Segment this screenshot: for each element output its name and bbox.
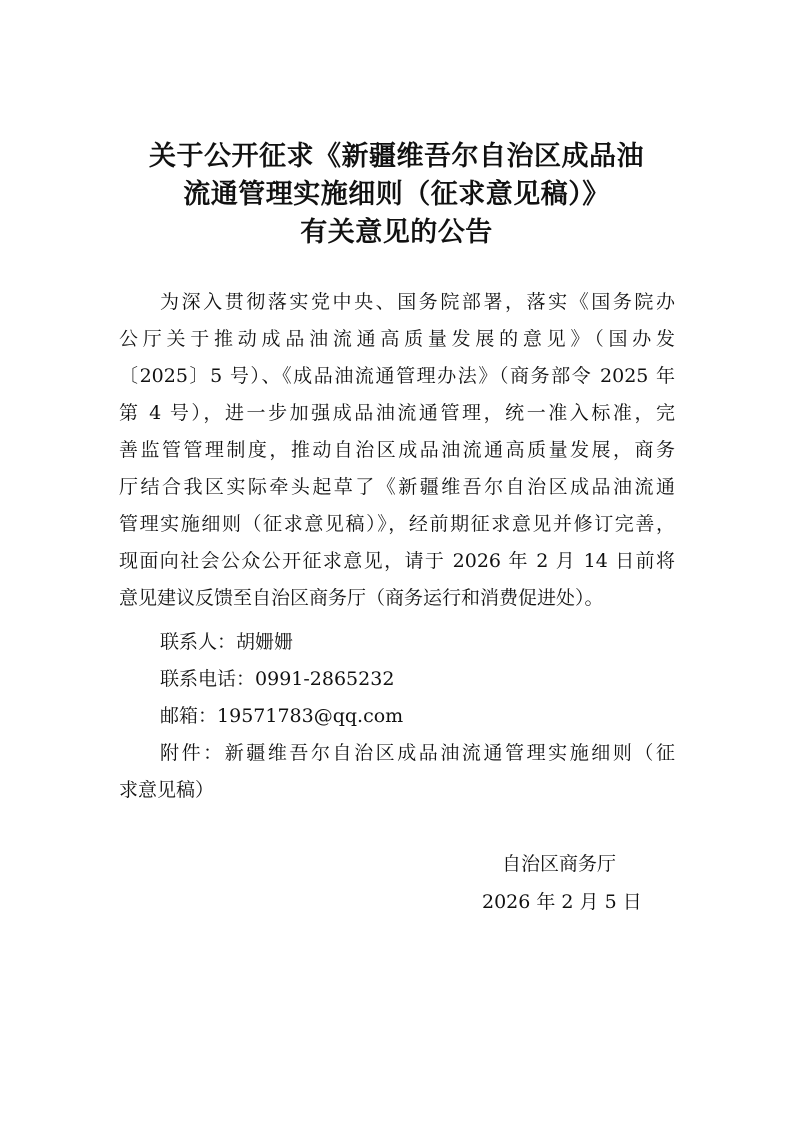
title-line-2: 流通管理实施细则（征求意见稿）》 — [183, 179, 610, 210]
body-line: 现面向社会公众公开征求意见，请于 2026 年 2 月 14 日前将 — [119, 550, 675, 572]
title-line-3: 有关意见的公告 — [300, 217, 493, 248]
body-line: 善监管管理制度，推动自治区成品油流通高质量发展，商务 — [119, 439, 675, 461]
contact-email-label: 邮箱： — [160, 705, 218, 727]
attachment-line-1: 附件：新疆维吾尔自治区成品油流通管理实施细则（征 — [160, 742, 675, 764]
body-line: 公厅关于推动成品油流通高质量发展的意见》（国办发 — [119, 328, 675, 350]
body-line: 〔2025〕5 号）、《成品油流通管理办法》（商务部令 2025 年 — [119, 365, 675, 387]
body-line: 第 4 号），进一步加强成品油流通管理，统一准入标准，完 — [119, 402, 675, 424]
body-line: 意见建议反馈至自治区商务厅（商务运行和消费促进处）。 — [119, 587, 604, 609]
contact-person-label: 联系人： — [160, 631, 237, 653]
body-line: 管理实施细则（征求意见稿）》，经前期征求意见并修订完善， — [119, 513, 675, 535]
title-line-1: 关于公开征求《新疆维吾尔自治区成品油 — [149, 141, 644, 172]
signature-org: 自治区商务厅 — [502, 853, 617, 875]
contact-person-value: 胡姗姗 — [236, 631, 294, 653]
attachment-line-2: 求意见稿） — [119, 779, 215, 801]
contact-person — [160, 627, 293, 657]
contact-phone-label: 联系电话： — [160, 668, 256, 690]
contact-phone-value: 0991-2865232 — [255, 668, 395, 690]
contact-email — [160, 701, 403, 731]
contact-email-value: 19571783@qq.com — [217, 705, 404, 727]
body-line: 厅结合我区实际牵头起草了《新疆维吾尔自治区成品油流通 — [119, 476, 675, 498]
body-line: 为深入贯彻落实党中央、国务院部署，落实《国务院办 — [160, 291, 675, 313]
signature-date: 2026 年 2 月 5 日 — [482, 891, 642, 913]
contact-phone — [160, 664, 394, 694]
